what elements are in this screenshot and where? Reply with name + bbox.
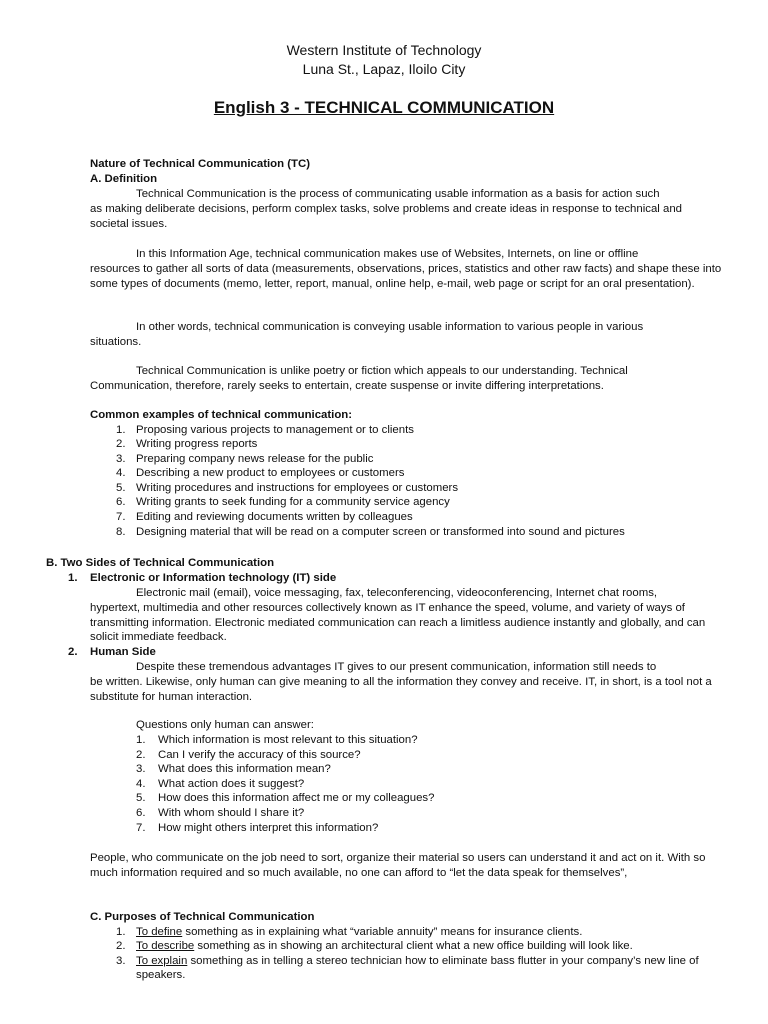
list-item-text: Writing procedures and instructions for employees or customers <box>136 481 459 494</box>
side2-first-line: Despite these tremendous advantages IT gives to our present communication, information still needs to <box>136 661 657 673</box>
list-item-text: What does this information mean? <box>158 763 331 776</box>
list-item-number: 4. <box>116 467 126 480</box>
para3-rest: situations. <box>90 336 142 348</box>
list-item-number: 4. <box>136 777 146 790</box>
institution-name: Western Institute of Technology <box>286 42 482 58</box>
side1-rest: hypertext, multimedia and other resources collectively known as IT enhance the speed, volume, and variety of ways of transmitting information. Electronic mediated communication can reach a limitless audience instantly and globally, and can solicit immediate feedback. <box>90 602 706 644</box>
list-item-text: Designing material that will be read on a computer screen or transformed into sound and pictures <box>136 525 625 538</box>
purpose-1-number: 1. <box>116 925 126 938</box>
list-item-number: 5. <box>116 481 126 494</box>
purpose-1-text: something as in explaining what “variable annuity” means for insurance clients. <box>182 925 583 938</box>
para3-first-line: In other words, technical communication is conveying usable information to various people in various <box>136 321 644 333</box>
two-sides-heading: B. Two Sides of Technical Communication <box>46 557 275 569</box>
purpose-3-term: To explain <box>136 954 188 967</box>
list-item <box>116 452 716 467</box>
list-item <box>116 423 716 438</box>
list-item <box>136 733 696 748</box>
list-item-number: 5. <box>136 792 146 805</box>
list-item <box>116 525 716 540</box>
para1-rest: as making deliberate decisions, perform complex tasks, solve problems and create ideas in response to technical and societal issues. <box>90 203 682 230</box>
purpose-3-text: something as in telling a stereo technician how to eliminate bass flutter in your company’s new line of speakers. <box>136 954 699 982</box>
questions-list <box>136 733 696 835</box>
purpose-1 <box>136 925 722 940</box>
para4-rest: Communication, therefore, rarely seeks to entertain, create suspense or invite differing interpretations. <box>90 380 604 392</box>
list-item-number: 8. <box>116 525 126 538</box>
list-item <box>116 437 716 452</box>
para2-rest: resources to gather all sorts of data (measurements, observations, prices, statistics and other raw facts) and shape these into some types of documents (memo, letter, report, manual, online help, e-mail, web page or script for an oral presentation). <box>90 263 722 290</box>
list-item <box>136 777 696 792</box>
course-title: English 3 - TECHNICAL COMMUNICATION <box>213 98 555 117</box>
para1-first-line: Technical Communication is the process of communicating usable information as a basis for action such <box>136 188 660 200</box>
questions-heading: Questions only human can answer: <box>136 719 314 731</box>
purpose-2-term: To describe <box>136 940 195 952</box>
list-item <box>136 821 696 836</box>
list-item-text: With whom should I share it? <box>158 806 305 819</box>
definition-label: A. Definition <box>90 173 158 185</box>
list-item <box>116 466 716 481</box>
para2-first-line: In this Information Age, technical communication makes use of Websites, Internets, on line or offline <box>136 248 639 260</box>
list-item <box>136 762 696 777</box>
purpose-2 <box>136 939 722 954</box>
closing-paragraph: People, who communicate on the job need to sort, organize their material so users can understand it and act on it. With so much information required and so much available, no one can afford to “let the data speak for themselves”, <box>90 852 706 879</box>
side2-title: Human Side <box>90 646 156 658</box>
side2-rest: be written. Likewise, only human can give meaning to all the information they convey and receive. IT, in short, is a tool not a substitute for human interaction. <box>90 676 712 703</box>
list-item-text: Editing and reviewing documents written by colleagues <box>136 511 413 524</box>
list-item-number: 6. <box>136 806 146 819</box>
list-item <box>116 481 716 496</box>
list-item <box>136 748 696 763</box>
list-item-text: Proposing various projects to management or to clients <box>136 423 414 436</box>
para4-first-line: Technical Communication is unlike poetry or fiction which appeals to our understanding. Technical <box>136 365 628 377</box>
list-item-text: Describing a new product to employees or customers <box>136 467 405 480</box>
list-item-number: 3. <box>136 763 146 776</box>
list-item-number: 1. <box>136 734 146 746</box>
list-item-text: How might others interpret this information? <box>158 821 379 834</box>
list-item-number: 1. <box>116 423 126 436</box>
list-item-text: Can I verify the accuracy of this source? <box>158 748 361 761</box>
examples-list <box>116 423 716 540</box>
list-item <box>136 791 696 806</box>
purpose-3-number: 3. <box>116 954 126 967</box>
side1-title: Electronic or Information technology (IT) side <box>90 572 337 584</box>
list-item <box>136 806 696 821</box>
list-item-text: Which information is most relevant to this situation? <box>158 734 418 746</box>
purposes-heading: C. Purposes of Technical Communication <box>90 911 315 923</box>
list-item-number: 3. <box>116 452 126 465</box>
list-item-number: 2. <box>136 748 146 761</box>
list-item-text: What action does it suggest? <box>158 777 305 790</box>
purpose-1-term: To define <box>136 925 183 938</box>
list-item-number: 2. <box>116 438 126 451</box>
list-item-text: Writing progress reports <box>136 438 258 451</box>
list-item <box>116 510 716 525</box>
list-item-number: 7. <box>136 821 146 834</box>
nature-heading: Nature of Technical Communication (TC) <box>90 158 311 170</box>
purpose-3 <box>136 954 722 983</box>
purpose-2-number: 2. <box>116 940 126 952</box>
list-item-number: 7. <box>116 511 126 524</box>
examples-heading: Common examples of technical communication: <box>90 409 353 421</box>
side1-first-line: Electronic mail (email), voice messaging, fax, teleconferencing, videoconferencing, Internet chat rooms, <box>136 587 658 599</box>
list-item-text: Writing grants to seek funding for a community service agency <box>136 496 450 509</box>
list-item-text: Preparing company news release for the public <box>136 452 374 465</box>
list-item <box>116 495 716 510</box>
list-item-number: 6. <box>116 496 126 509</box>
list-item-text: How does this information affect me or my colleagues? <box>158 792 435 805</box>
institution-address: Luna St., Lapaz, Iloilo City <box>302 61 466 77</box>
side1-number: 1. <box>68 572 78 584</box>
side2-number: 2. <box>68 646 78 658</box>
purpose-2-text: something as in showing an architectural client what a new office building will look like. <box>194 940 633 952</box>
